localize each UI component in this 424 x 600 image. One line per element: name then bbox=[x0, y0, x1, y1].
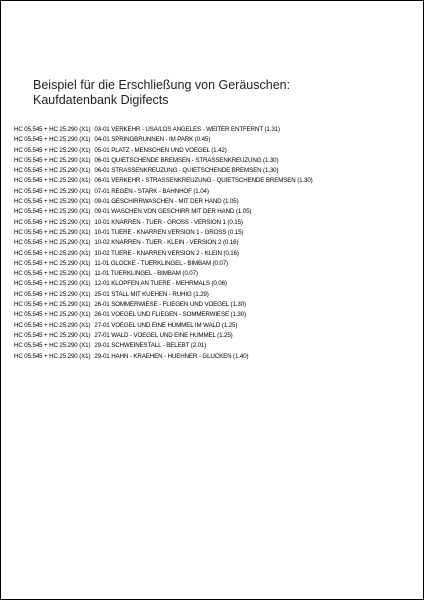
entry-code: HC 05.545 + HC 25.290 (X1) bbox=[14, 177, 91, 185]
entry-text: 26-01 VOEGEL UND FLIEGEN - SOMMERWIESE (1.30) bbox=[94, 311, 246, 319]
entry-code: HC 05.545 + HC 25.290 (X1) bbox=[14, 198, 91, 206]
entry-code: HC 05.545 + HC 25.290 (X1) bbox=[14, 352, 91, 360]
list-item bbox=[14, 290, 419, 300]
entry-list bbox=[14, 125, 419, 362]
entry-text: 27-01 WALD - VOEGEL UND EINE HUMMEL (1.25) bbox=[94, 331, 233, 339]
entry-text: 27-01 VOEGEL UND EINE HUMMEL IM WALD (1.25) bbox=[94, 321, 238, 329]
list-item bbox=[14, 125, 419, 135]
entry-code: HC 05.545 + HC 25.290 (X1) bbox=[14, 249, 91, 257]
entry-text: 29-01 SCHWEINESTALL - BELEBT (2.01) bbox=[94, 342, 207, 350]
document-heading bbox=[33, 78, 290, 108]
list-item bbox=[14, 352, 419, 362]
entry-text: 12-01 KLOPFEN AN TUERE - MEHRMALS (0.06) bbox=[94, 280, 227, 288]
entry-code: HC 05.545 + HC 25.290 (X1) bbox=[14, 167, 91, 175]
list-item bbox=[14, 279, 419, 289]
entry-code: HC 05.545 + HC 25.290 (X1) bbox=[14, 218, 91, 226]
entry-code: HC 05.545 + HC 25.290 (X1) bbox=[14, 136, 91, 144]
heading-line-2: Kaufdatenbank Digifects bbox=[33, 93, 169, 107]
entry-code: HC 05.545 + HC 25.290 (X1) bbox=[14, 239, 91, 247]
list-item bbox=[14, 259, 419, 269]
entry-code: HC 05.545 + HC 25.290 (X1) bbox=[14, 342, 91, 350]
entry-code: HC 05.545 + HC 25.290 (X1) bbox=[14, 321, 91, 329]
entry-text: 29-01 HAHN - KRAEHEN - HUEHNER - GLUCKEN (1.40) bbox=[94, 352, 249, 360]
entry-code: HC 05.545 + HC 25.290 (X1) bbox=[14, 311, 91, 319]
list-item bbox=[14, 166, 419, 176]
entry-text: 26-01 SOMMERWIESE - FLIEGEN UND VOEGEL (1.30) bbox=[94, 301, 246, 309]
entry-text: 04-01 SPRINGBRUNNEN - IM PARK (0.45) bbox=[94, 136, 211, 144]
list-item bbox=[14, 146, 419, 156]
entry-text: 07-01 REGEN - STARK - BAHNHOF (1.04) bbox=[94, 187, 209, 195]
list-item bbox=[14, 321, 419, 331]
entry-text: 06-01 QUIETSCHENDE BREMSEN - STRASSENKREUZUNG (1.30) bbox=[94, 156, 279, 164]
entry-text: 11-01 TUERKLINGEL - BIMBAM (0.07) bbox=[94, 270, 198, 278]
entry-text: 06-01 STRASSENKREUZUNG - QUIETSCHENDE BREMSEN (1.30) bbox=[94, 167, 279, 175]
list-item bbox=[14, 176, 419, 186]
entry-code: HC 05.545 + HC 25.290 (X1) bbox=[14, 187, 91, 195]
entry-code: HC 05.545 + HC 25.290 (X1) bbox=[14, 280, 91, 288]
entry-text: 11-01 GLOCKE - TUERKLINGEL - BIMBAM (0.07) bbox=[94, 259, 228, 267]
list-item bbox=[14, 156, 419, 166]
entry-code: HC 05.545 + HC 25.290 (X1) bbox=[14, 301, 91, 309]
entry-code: HC 05.545 + HC 25.290 (X1) bbox=[14, 259, 91, 267]
list-item bbox=[14, 341, 419, 351]
entry-code: HC 05.545 + HC 25.290 (X1) bbox=[14, 331, 91, 339]
list-item bbox=[14, 249, 419, 259]
entry-code: HC 05.545 + HC 25.290 (X1) bbox=[14, 146, 91, 154]
list-item bbox=[14, 197, 419, 207]
heading-line-1: Beispiel für die Erschließung von Geräuschen: bbox=[33, 78, 291, 92]
entry-text: 25-01 STALL MIT KUEHEN - RUHIG (1.29) bbox=[94, 290, 209, 298]
entry-code: HC 05.545 + HC 25.290 (X1) bbox=[14, 156, 91, 164]
list-item bbox=[14, 218, 419, 228]
entry-text: 09-01 WASCHEN VON GESCHIRR MIT DER HAND (1.05) bbox=[94, 208, 252, 216]
list-item bbox=[14, 331, 419, 341]
entry-code: HC 05.545 + HC 25.290 (X1) bbox=[14, 208, 91, 216]
entry-text: 06-01 VERKEHR - STRASSENKREUZUNG - QUIETSCHENDE BREMSEN (1.30) bbox=[94, 177, 313, 185]
entry-text: 09-01 GESCHIRRWASCHEN - MIT DER HAND (1.05) bbox=[94, 198, 239, 206]
list-item bbox=[14, 269, 419, 279]
list-item bbox=[14, 238, 419, 248]
list-item bbox=[14, 310, 419, 320]
entry-text: 03-01 VERKEHR - USA/LOS ANGELES - WEITER ENTFERNT (1.31) bbox=[94, 126, 280, 133]
list-item bbox=[14, 135, 419, 145]
entry-text: 05-01 PLATZ - MENSCHEN UND VOEGEL (1.42) bbox=[94, 146, 227, 154]
list-item bbox=[14, 300, 419, 310]
entry-code: HC 05.545 + HC 25.290 (X1) bbox=[14, 290, 91, 298]
list-item bbox=[14, 228, 419, 238]
entry-code: HC 05.545 + HC 25.290 (X1) bbox=[14, 270, 91, 278]
list-item bbox=[14, 187, 419, 197]
entry-code: HC 05.545 + HC 25.290 (X1) bbox=[14, 126, 91, 133]
entry-text: 10-01 KNARREN - TUER - GROSS - VERSION 1 (0.15) bbox=[94, 218, 243, 226]
entry-text: 10-01 TUERE - KNARREN VERSION 1 - GROSS (0.15) bbox=[94, 228, 244, 236]
entry-code: HC 05.545 + HC 25.290 (X1) bbox=[14, 228, 91, 236]
entry-text: 10-02 KNARREN - TUER - KLEIN - VERSION 2 (0.16) bbox=[94, 239, 239, 247]
entry-text: 10-02 TUERE - KNARREN VERSION 2 - KLEIN (0.16) bbox=[94, 249, 239, 257]
list-item bbox=[14, 207, 419, 217]
